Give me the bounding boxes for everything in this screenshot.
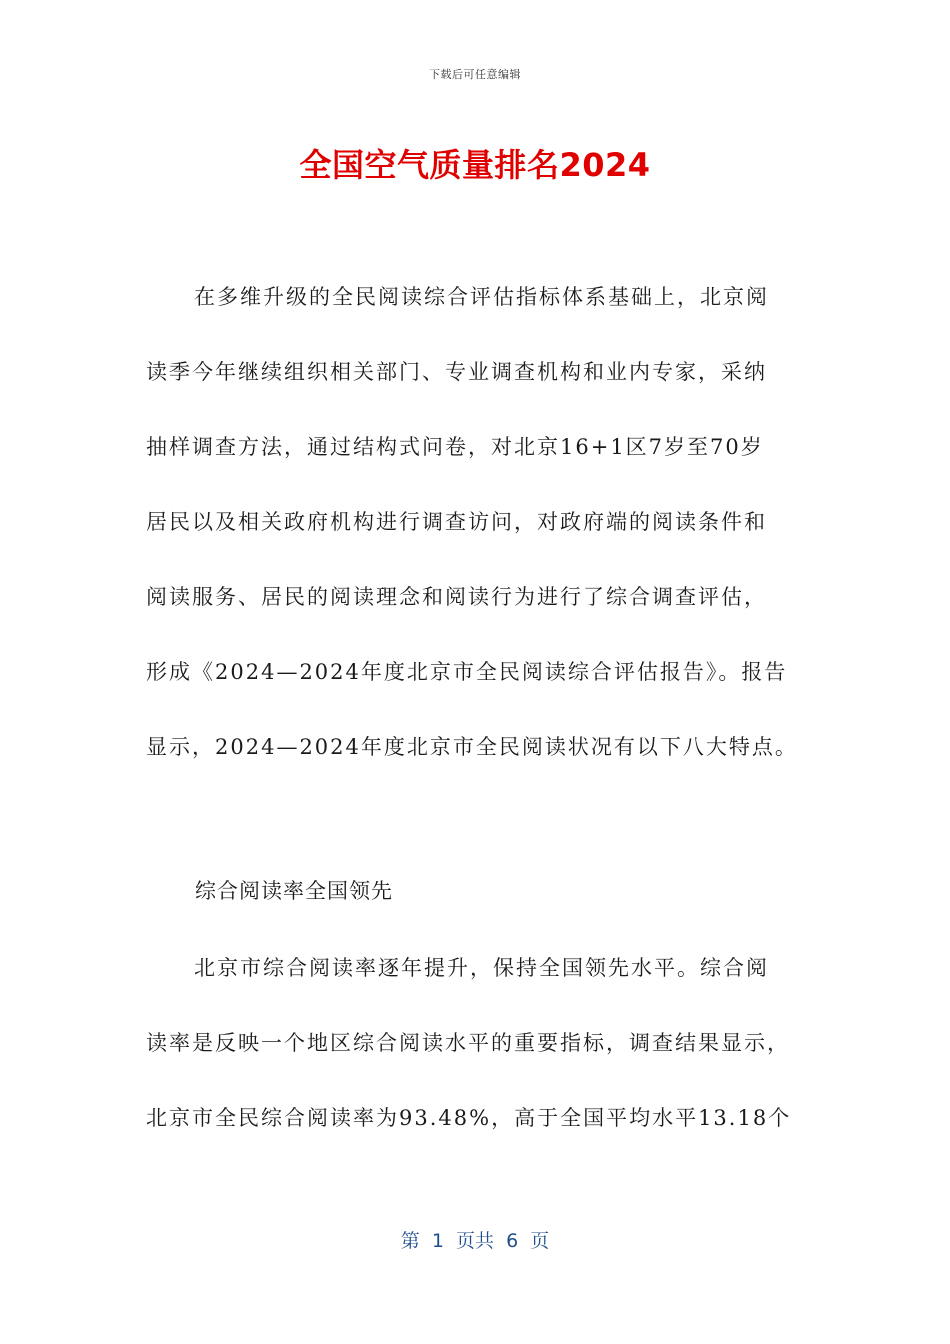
paragraph-line: 读季今年继续组织相关部门、专业调查机构和业内专家，采纳 [146, 360, 767, 384]
header-note: 下载后可任意编辑 [429, 68, 521, 81]
page-footer: 第 1 页共 6 页 [400, 1230, 550, 1252]
section-heading: 综合阅读率全国领先 [195, 879, 393, 903]
paragraph-line: 北京市综合阅读率逐年提升，保持全国领先水平。综合阅 [194, 956, 769, 980]
paragraph-line: 在多维升级的全民阅读综合评估指标体系基础上，北京阅 [194, 285, 769, 309]
paragraph-line: 阅读服务、居民的阅读理念和阅读行为进行了综合调查评估， [146, 585, 767, 609]
paragraph-line: 抽样调查方法，通过结构式问卷，对北京16+1区7岁至70岁 [146, 435, 764, 459]
paragraph-line: 形成《2024—2024年度北京市全民阅读综合评估报告》。报告 [146, 660, 788, 684]
body-paragraph-1 [146, 282, 806, 807]
paragraph-line: 显示，2024—2024年度北京市全民阅读状况有以下八大特点。 [146, 735, 798, 759]
body-paragraph-2 [146, 953, 806, 1178]
paragraph-line: 读率是反映一个地区综合阅读水平的重要指标，调查结果显示， [146, 1031, 790, 1055]
paragraph-line: 北京市全民综合阅读率为93.48%，高于全国平均水平13.18个 [146, 1106, 792, 1130]
paragraph-line: 居民以及相关政府机构进行调查访问，对政府端的阅读条件和 [146, 510, 767, 534]
document-title: 全国空气质量排名2024 [299, 146, 651, 184]
